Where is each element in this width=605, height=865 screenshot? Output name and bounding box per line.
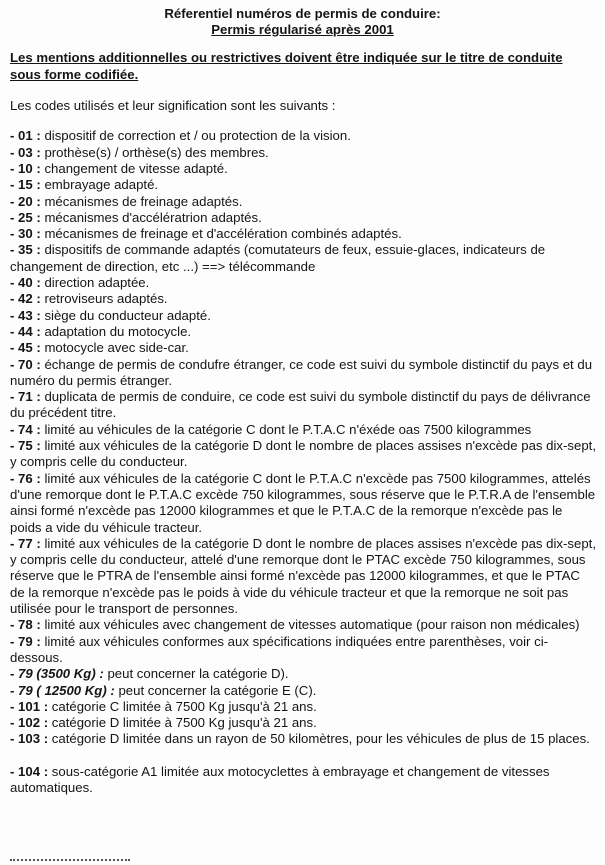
code-item (10, 666, 597, 682)
code-description: limité aux véhicules de la catégorie C dont le P.T.A.C n'excède pas 7500 kilogrammes, attelés d'une remorque dont le P.T.A.C excède 750 kilogrammes, sous réserve que le P.T.R.A de l'ensemble ainsi formé n'excède pas 12000 kilogrammes et que le P.T.A.C de la remorque n'excède pas le poids a vide du véhicule tracteur. (10, 470, 596, 535)
code-number: - 71 : (10, 389, 41, 405)
code-number: - 70 : (10, 356, 41, 372)
code-number: - 43 : (10, 307, 41, 323)
code-number: - 03 : (10, 144, 41, 160)
code-item (10, 731, 597, 747)
code-item (10, 308, 597, 324)
code-number: - 103 : (10, 731, 49, 747)
code-description: retroviseurs adaptés. (40, 291, 168, 307)
code-item (10, 242, 597, 275)
code-description: catégorie D limitée dans un rayon de 50 kilomètres, pour les véhicules de plus de 15 places. (48, 731, 590, 747)
code-description: catégorie C limitée à 7500 Kg jusqu'à 21 ans. (48, 698, 317, 714)
cropped-next-line (10, 857, 130, 863)
code-description: catégorie D limitée à 7500 Kg jusqu'à 21 ans. (48, 715, 317, 731)
code-description: direction adaptée. (40, 275, 150, 291)
code-description: sous-catégorie A1 limitée aux motocyclettes à embrayage et changement de vitesses automatiques. (10, 763, 550, 795)
code-description: limité au véhicules de la catégorie C dont le P.T.A.C n'éxéde oas 7500 kilogrammes (40, 421, 532, 437)
code-description: limité aux véhicules de la catégorie D dont le nombre de places assises n'excède pas dix-sept, y compris celle du conducteur, attelé d'une remorque dont le PTAC excède 750 kilogrammes, sous réserve que le PTRA de l'ensemble ainsi formé n'excède pas 12000 kilogrammes, et que le PTAC de la remorque n'excède pas le poids à vide du véhicule tracteur et que la remorque ne soit pas utilisée pour le transport de personnes. (10, 535, 597, 617)
code-item (10, 617, 597, 633)
code-number: - 79 : (10, 633, 41, 649)
code-number: - 79 ( 12500 Kg) : (10, 682, 115, 698)
code-description: mécanismes d'accélératrion adaptés. (40, 209, 262, 225)
code-item (10, 471, 597, 536)
code-description: peut concerner la catégorie D). (103, 666, 289, 682)
code-description: embrayage adapté. (40, 177, 159, 193)
code-number: - 30 : (10, 226, 41, 242)
code-item (10, 536, 597, 617)
code-description: limité aux véhicules avec changement de vitesses automatique (pour raison non médicales) (40, 617, 580, 633)
code-number: - 74 : (10, 421, 41, 437)
code-number: - 25 : (10, 209, 41, 225)
code-item (10, 340, 597, 356)
code-item (10, 764, 597, 797)
code-item (10, 357, 597, 390)
code-description: duplicata de permis de conduire, ce code est suivi du symbole distinctif du pays de délivrance du précédent titre. (10, 389, 591, 421)
code-number: - 42 : (10, 291, 41, 307)
code-item (10, 177, 597, 193)
code-item (10, 422, 597, 438)
code-number: - 102 : (10, 715, 49, 731)
code-item (10, 634, 597, 667)
notice-paragraph: Les mentions additionnelles ou restrictives doivent être indiquée sur le titre de conduite sous forme codifiée. (10, 50, 563, 82)
code-description: adaptation du motocycle. (40, 323, 192, 339)
code-number: - 79 (3500 Kg) : (10, 666, 104, 682)
code-item (10, 226, 597, 242)
code-description: changement de vitesse adapté. (40, 161, 228, 176)
code-description: dispositif de correction et / ou protection de la vision. (40, 128, 351, 144)
code-item (10, 194, 597, 210)
code-description: motocycle avec side-car. (40, 340, 189, 356)
document-subtitle: Permis régularisé après 2001 (211, 22, 394, 37)
code-number: - 44 : (10, 323, 41, 339)
code-item (10, 324, 597, 340)
code-description: limité aux véhicules conformes aux spécifications indiquées entre parenthèses, voir ci-dessous. (10, 633, 549, 665)
code-number: - 78 : (10, 617, 41, 633)
code-item (10, 128, 597, 144)
code-number: - 20 : (10, 193, 41, 209)
code-item (10, 438, 597, 471)
code-number: - 40 : (10, 275, 41, 291)
code-item (10, 699, 597, 715)
code-number: - 101 : (10, 698, 49, 714)
code-item (10, 145, 597, 161)
code-number: - 45 : (10, 340, 41, 356)
code-number: - 77 : (10, 535, 41, 551)
code-description: échange de permis de condufre étranger, ce code est suivi du symbole distinctif du pays et du numéro du permis étranger. (10, 356, 593, 388)
code-description: peut concerner la catégorie E (C). (114, 682, 317, 698)
code-item (10, 210, 597, 226)
document-header (0, 0, 605, 38)
code-number: - 75 : (10, 438, 41, 454)
code-item (10, 291, 597, 307)
code-description: prothèse(s) / orthèse(s) des membres. (40, 144, 269, 160)
code-item (10, 161, 597, 177)
intro-paragraph: Les codes utilisés et leur signification sont les suivants : (10, 98, 336, 113)
code-description: siège du conducteur adapté. (40, 307, 211, 323)
codes-list (0, 128, 605, 796)
code-number: - 35 : (10, 242, 41, 258)
code-description: limité aux véhicules de la catégorie D dont le nombre de places assises n'excède pas dix-sept, y compris celle du conducteur. (10, 438, 597, 470)
code-number: - 01 : (10, 128, 41, 144)
code-number: - 76 : (10, 470, 41, 486)
document-title: Réferentiel numéros de permis de conduire: (164, 6, 441, 21)
code-item (10, 715, 597, 731)
code-item (10, 275, 597, 291)
code-item (10, 683, 597, 699)
code-number: - 104 : (10, 763, 49, 779)
code-number: - 10 : (10, 161, 41, 176)
code-number: - 15 : (10, 177, 41, 193)
code-description: dispositifs de commande adaptés (comutateurs de feux, essuie-glaces, indicateurs de changement de direction, etc ...) ==> télécommande (10, 242, 546, 274)
code-description: mécanismes de freinage adaptés. (40, 193, 243, 209)
code-item (10, 389, 597, 422)
code-description: mécanismes de freinage et d'accélération combinés adaptés. (40, 226, 402, 242)
